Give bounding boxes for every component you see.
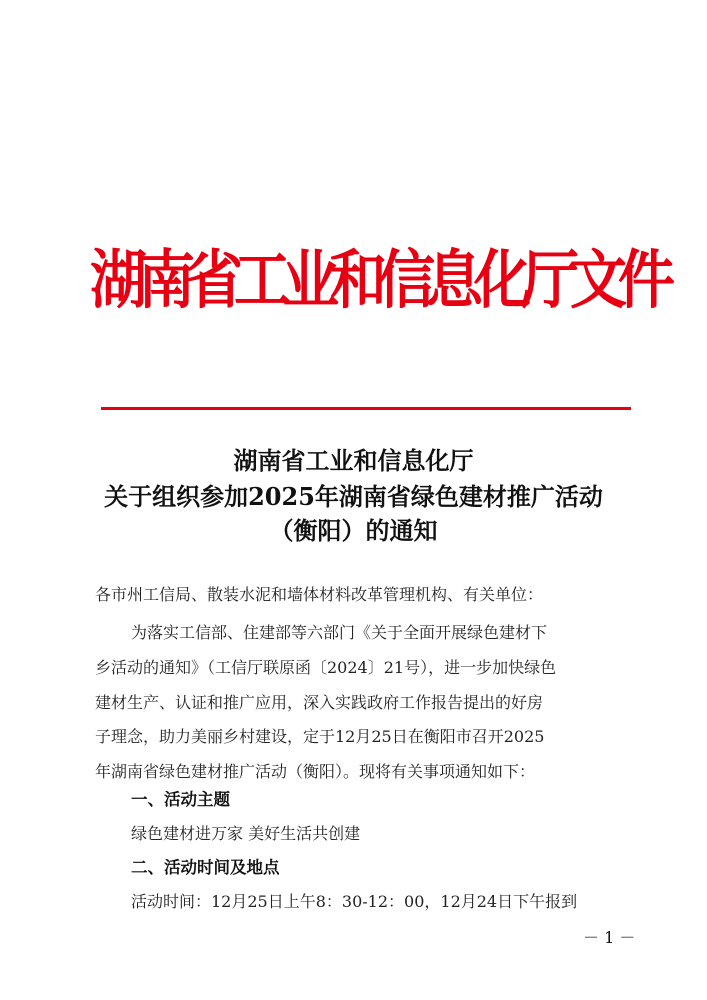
- section-heading-theme: 一、活动主题: [131, 790, 230, 809]
- paragraph-line: 为落实工信部、住建部等六部门《关于全面开展绿色建材下: [131, 623, 548, 642]
- paragraph-line: 年湖南省绿色建材推广活动（衡阳）。现将有关事项通知如下：: [95, 762, 536, 781]
- addressee-line: 各市州工信局、散装水泥和墙体材料改革管理机构、有关单位：: [95, 585, 544, 604]
- title-line-1: 湖南省工业和信息化厅: [233, 446, 474, 475]
- page-number: － 1 －: [583, 928, 636, 947]
- section-heading-time-place: 二、活动时间及地点: [131, 858, 280, 877]
- paragraph-line: 子理念，助力美丽乡村建设，定于12月25日在衡阳市召开2025: [95, 727, 545, 746]
- title-line-3: （衡阳）的通知: [269, 516, 438, 545]
- paragraph-line: 建材生产、认证和推广应用，深入实践政府工作报告提出的好房: [95, 693, 544, 712]
- document-masthead: 湖南省工业和信息化厅文件: [90, 242, 666, 318]
- activity-time-text: 活动时间：12月25日上午8：30-12：00，12月24日下午报到: [131, 892, 578, 911]
- theme-text: 绿色建材进万家 美好生活共创建: [131, 824, 361, 843]
- red-separator-line: [101, 407, 631, 410]
- title-line-2: 关于组织参加2025年湖南省绿色建材推广活动: [104, 482, 603, 511]
- paragraph-line: 乡活动的通知》（工信厅联原函〔2024〕21号），进一步加快绿色: [95, 658, 557, 677]
